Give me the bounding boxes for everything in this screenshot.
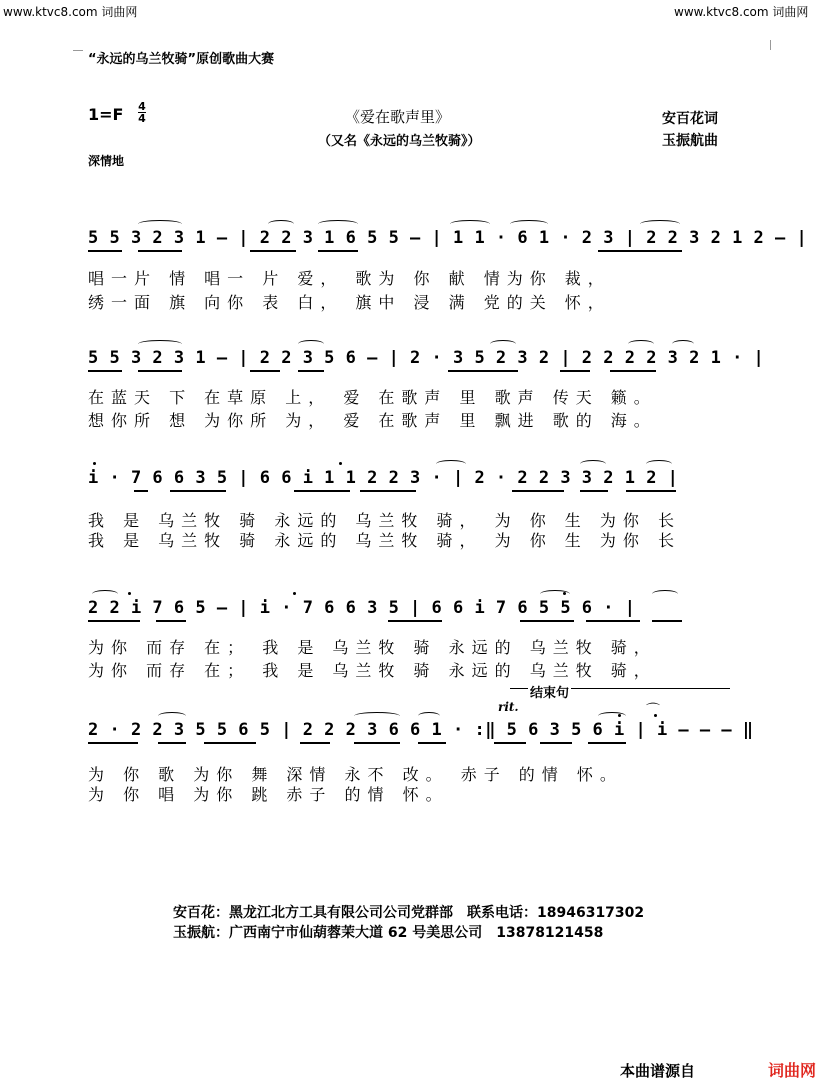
time-denominator: 4 — [138, 112, 146, 125]
tempo-marking: 深情地 — [88, 154, 125, 168]
watermark-left: www.ktvc8.com 词曲网 — [3, 5, 138, 19]
notation-row-2: 5 5 3 2 3 1 – | 2 2 3 5 6 – | 2 · 3 5 2 3 2 | 2 2 2 2 3 2 1 · | — [88, 348, 765, 368]
slur — [450, 220, 490, 228]
beam — [494, 742, 526, 744]
beam — [626, 490, 676, 492]
beam — [158, 742, 186, 744]
beam — [610, 370, 656, 372]
composer-contact: 玉振航：广西南宁市仙葫蓉茉大道 62 号美思公司 13878121458 — [173, 925, 604, 941]
slur — [652, 590, 678, 598]
beam — [88, 742, 138, 744]
high-octave-dot — [93, 462, 96, 465]
high-octave-dot — [563, 592, 566, 595]
key-signature: 1=F — [88, 105, 124, 124]
lyric-row-1-verse-1: 唱一片 情 唱一 片 爱， 歌为 你 献 情为你 裁， — [88, 269, 611, 288]
beam — [300, 742, 330, 744]
lyric-row-3-verse-1: 我 是 乌兰牧 骑 永远的 乌兰牧 骑， 为 你 生 为你 长 — [88, 511, 681, 530]
slur — [138, 220, 182, 228]
beam — [540, 742, 572, 744]
beam — [88, 620, 140, 622]
beam — [170, 490, 226, 492]
slur — [354, 712, 400, 720]
slur — [580, 460, 606, 468]
lyric-row-4-verse-2: 为你 而存 在； 我 是 乌兰牧 骑 永远的 乌兰牧 骑， — [88, 661, 657, 680]
song-title: 《爱在歌声里》 — [345, 108, 451, 126]
slur — [628, 340, 654, 348]
beam — [520, 620, 574, 622]
lyricist-contact: 安百花：黑龙江北方工具有限公司公司党群部 联系电话：18946317302 — [173, 905, 645, 921]
slur — [490, 340, 516, 348]
slur — [268, 220, 294, 228]
high-octave-dot — [293, 592, 296, 595]
slur — [138, 340, 182, 348]
beam — [588, 742, 626, 744]
notation-row-5: 2 · 2 2 3 5 5 6 5 | 2 2 2 3 6 6 1 · :‖ 5 6 3 5 6 i | i – – – ‖ — [88, 720, 754, 740]
beam — [88, 250, 122, 252]
slur — [646, 460, 672, 468]
beam — [156, 620, 186, 622]
notation-row-4: 2 2 i 7 6 5 – | i · 7 6 6 3 5 | 6 6 i 7 6 5 5 6 · | — [88, 598, 636, 618]
margin-mark-right — [770, 40, 781, 50]
slur — [598, 712, 626, 720]
lyric-row-5-verse-1: 为 你 歌 为你 舞 深情 永不 改。 赤子 的情 怀。 — [88, 765, 623, 784]
ending-label: 结束句 — [528, 682, 571, 701]
slur — [510, 220, 548, 228]
beam — [204, 742, 256, 744]
lyric-row-4-verse-1: 为你 而存 在； 我 是 乌兰牧 骑 永远的 乌兰牧 骑， — [88, 638, 657, 657]
time-numerator: 4 — [138, 100, 146, 113]
beam — [138, 370, 182, 372]
high-octave-dot — [128, 592, 131, 595]
beam — [88, 370, 122, 372]
beam — [598, 250, 682, 252]
beam — [652, 620, 682, 622]
high-octave-dot — [618, 714, 621, 717]
slur — [92, 590, 118, 598]
source-note: 本曲谱源自 — [620, 1062, 696, 1080]
contest-title: “永远的乌兰牧骑”原创歌曲大赛 — [88, 52, 275, 67]
notation-row-3: i · 7 6 6 3 5 | 6 6 i 1 1 2 2 3 · | 2 · 2 2 3 3 2 1 2 | — [88, 468, 679, 488]
beam — [580, 490, 608, 492]
slur — [672, 340, 694, 348]
notation-row-1: 5 5 3 2 3 1 – | 2 2 3 1 6 5 5 – | 1 1 · 6 1 · 2 3 | 2 2 3 2 1 2 – | — [88, 228, 808, 248]
composer-credit: 玉振航曲 — [662, 133, 718, 149]
fermata-icon: ⌒ — [646, 703, 660, 719]
slur — [418, 712, 440, 720]
beam — [250, 370, 280, 372]
beam — [418, 742, 446, 744]
slur — [318, 220, 358, 228]
beam — [134, 490, 148, 492]
beam — [138, 250, 182, 252]
beam — [298, 370, 324, 372]
slur — [436, 460, 466, 468]
watermark-right: www.ktvc8.com 词曲网 — [674, 5, 809, 19]
beam — [360, 490, 416, 492]
lyric-row-5-verse-2: 为 你 唱 为你 跳 赤子 的情 怀。 — [88, 785, 449, 804]
time-signature — [138, 101, 146, 124]
margin-mark-left — [73, 40, 83, 51]
lyricist-credit: 安百花词 — [662, 111, 718, 127]
lyric-row-2-verse-1: 在蓝天 下 在草原 上， 爱 在歌声 里 歌声 传天 籁。 — [88, 388, 657, 407]
slur — [158, 712, 186, 720]
beam — [250, 250, 296, 252]
ritardando-marking: rit. — [498, 700, 519, 714]
beam — [512, 490, 564, 492]
lyric-row-3-verse-2: 我 是 乌兰牧 骑 永远的 乌兰牧 骑， 为 你 生 为你 长 — [88, 531, 681, 550]
lyric-row-2-verse-2: 想你所 想 为你所 为， 爱 在歌声 里 飘进 歌的 海。 — [88, 411, 657, 430]
lyric-row-1-verse-2: 绣一面 旗 向你 表 白， 旗中 浸 满 党的关 怀， — [88, 293, 611, 312]
beam — [354, 742, 400, 744]
slur — [640, 220, 680, 228]
brand-logo: 词曲网 — [768, 1061, 817, 1080]
beam — [388, 620, 442, 622]
song-subtitle: （又名《永远的乌兰牧骑》） — [318, 134, 481, 149]
beam — [448, 370, 518, 372]
beam — [586, 620, 640, 622]
beam — [560, 370, 590, 372]
high-octave-dot — [339, 462, 342, 465]
beam — [318, 250, 358, 252]
beam — [294, 490, 350, 492]
slur — [298, 340, 324, 348]
